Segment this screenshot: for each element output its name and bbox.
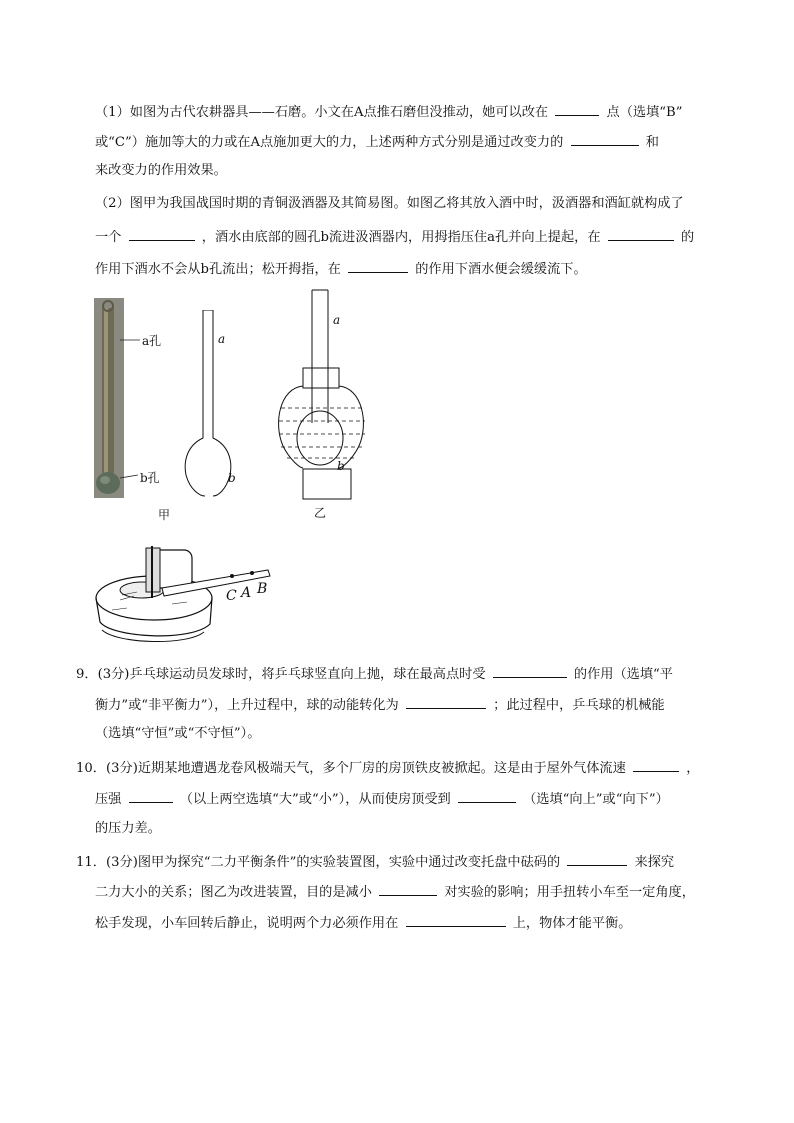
diagram-label-b: b bbox=[228, 471, 236, 485]
text: 作用下酒水不会从b孔流出；松开拇指，在 bbox=[95, 262, 341, 277]
text: ，酒水由底部的圆孔b流进汲酒器内，用拇指压住a孔并向上提起，在 bbox=[201, 230, 601, 245]
answer-blank[interactable] bbox=[493, 663, 567, 678]
jar-label-b: b bbox=[337, 459, 345, 473]
q8-part2-line1 bbox=[95, 194, 684, 214]
text: 松手发现，小车回转后静止，说明两个力必须作用在 bbox=[95, 916, 399, 931]
jar-label-a: a bbox=[333, 313, 341, 327]
answer-blank[interactable] bbox=[555, 101, 599, 116]
q10-line1 bbox=[76, 757, 699, 779]
text: 的作用下酒水便会缓缓流下。 bbox=[415, 262, 587, 277]
q11-line2 bbox=[95, 881, 695, 903]
text: （以上两空选填“大”或“小”），从而使房顶受到 bbox=[179, 792, 451, 807]
text: 10．(3分)近期某地遭遇龙卷风极端天气，多个厂房的房顶铁皮被掀起。这是由于屋外气体流速 bbox=[76, 761, 626, 776]
answer-blank[interactable] bbox=[129, 788, 173, 803]
text: 来改变力的作用效果。 bbox=[95, 163, 227, 178]
dipper-diagram bbox=[178, 310, 248, 500]
q8-part2-line2 bbox=[95, 226, 694, 248]
diagram-label-a: a bbox=[218, 332, 226, 346]
answer-blank[interactable] bbox=[571, 131, 639, 146]
q10-line2 bbox=[95, 788, 669, 810]
q9-line3 bbox=[95, 724, 260, 744]
text: 一个 bbox=[95, 230, 122, 245]
answer-blank[interactable] bbox=[348, 258, 408, 273]
text: 压强 bbox=[95, 792, 122, 807]
q8-part1-line1 bbox=[95, 101, 682, 123]
photo-label-b: b孔 bbox=[140, 471, 160, 485]
text: 点（选填“B” bbox=[606, 105, 683, 120]
answer-blank[interactable] bbox=[406, 912, 506, 927]
answer-blank[interactable] bbox=[567, 851, 627, 866]
answer-blank[interactable] bbox=[608, 226, 674, 241]
q8-part1-line2 bbox=[95, 131, 659, 153]
caption-jia: 甲 bbox=[158, 508, 171, 522]
photo-label-a: a孔 bbox=[142, 334, 162, 348]
mill-label-a: A bbox=[241, 585, 252, 601]
text: 11．(3分)图甲为探究“二力平衡条件”的实验装置图，实验中通过改变托盘中砝码的 bbox=[76, 855, 561, 870]
q10-line3 bbox=[95, 819, 161, 839]
mill-label-c: C bbox=[226, 588, 237, 604]
q8-part2-line3 bbox=[95, 258, 587, 280]
text: 和 bbox=[645, 135, 659, 150]
text: 的作用（选填“平 bbox=[573, 667, 673, 682]
jar-diagram bbox=[275, 288, 375, 503]
text: ；此过程中，乒乓球的机械能 bbox=[493, 698, 665, 713]
q9-line2 bbox=[95, 694, 665, 716]
q11-line3 bbox=[95, 912, 631, 934]
q11-line1 bbox=[76, 851, 674, 873]
text: 的压力差。 bbox=[95, 821, 161, 836]
caption-yi: 乙 bbox=[314, 506, 327, 520]
answer-blank[interactable] bbox=[129, 226, 195, 241]
q9-line1 bbox=[76, 663, 673, 685]
text: 二力大小的关系；图乙为改进装置，目的是减小 bbox=[95, 885, 372, 900]
q8-part1-line3 bbox=[95, 161, 227, 181]
text: 9．(3分)乒乓球运动员发球时，将乒乓球竖直向上抛，球在最高点时受 bbox=[76, 667, 486, 682]
text: 对实验的影响；用手扭转小车至一定角度， bbox=[444, 885, 695, 900]
text: （2）图甲为我国战国时期的青铜汲酒器及其简易图。如图乙将其放入酒中时，汲酒器和酒缸就构成了 bbox=[95, 196, 684, 211]
answer-blank[interactable] bbox=[458, 788, 516, 803]
text: 衡力”或“非平衡力”），上升过程中，球的动能转化为 bbox=[95, 698, 399, 713]
text: 来探究 bbox=[634, 855, 675, 870]
text: 或“C”）施加等大的力或在A点施加更大的力，上述两种方式分别是通过改变力的 bbox=[95, 135, 564, 150]
mill-label-b: B bbox=[257, 581, 268, 597]
text: （选填“守恒”或“不守恒”）。 bbox=[95, 726, 261, 741]
text: （1）如图为古代农耕器具——石磨。小文在A点推石磨但没推动，她可以改在 bbox=[95, 105, 549, 120]
answer-blank[interactable] bbox=[633, 757, 679, 772]
answer-blank[interactable] bbox=[379, 881, 437, 896]
text: 上，物体才能平衡。 bbox=[512, 916, 632, 931]
text: 的 bbox=[680, 230, 695, 245]
answer-blank[interactable] bbox=[406, 694, 486, 709]
text: ， bbox=[686, 761, 700, 776]
text: （选填“向上”或“向下”） bbox=[523, 792, 669, 807]
